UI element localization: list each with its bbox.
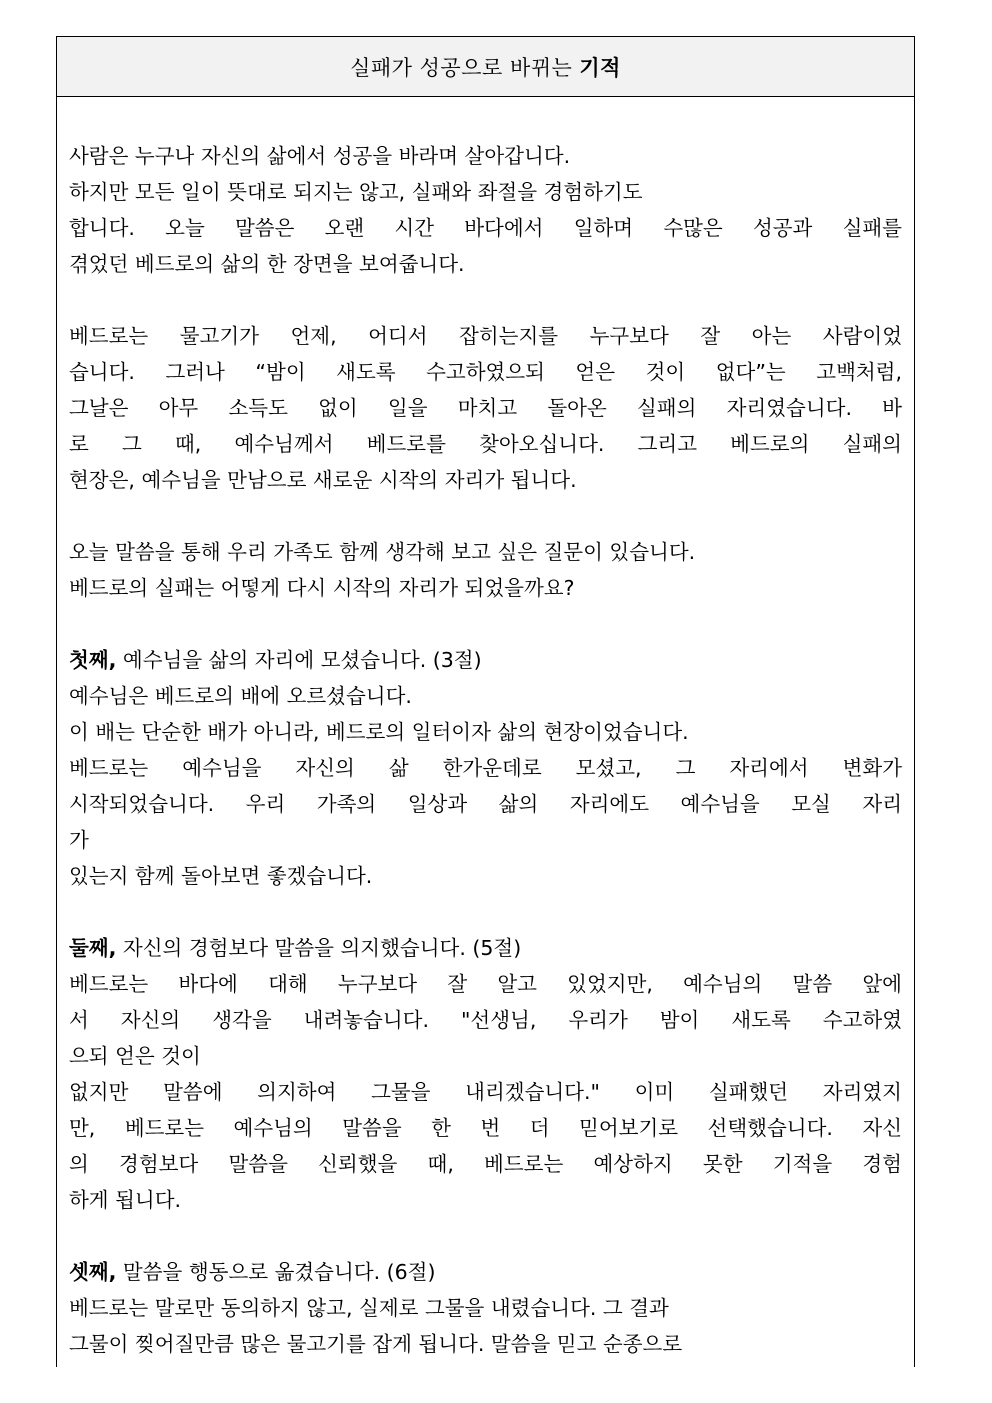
text-line: 베드로는 물고기가 언제, 어디서 잡히는지를 누구보다 잘 아는 사람이었 xyxy=(69,324,902,348)
title-bold-text: 기적 xyxy=(579,55,621,80)
title-header xyxy=(57,37,914,97)
point-first xyxy=(69,642,902,894)
text-line: 이 배는 단순한 배가 아니라, 베드로의 일터이자 삶의 현장이었습니다. xyxy=(69,720,689,744)
text-line: 로 그 때, 예수님께서 베드로를 찾아오십니다. 그리고 베드로의 실패의 xyxy=(69,432,902,456)
point-lead: 셋째, xyxy=(69,1260,117,1284)
text-line: 예수님은 베드로의 배에 오르셨습니다. xyxy=(69,684,412,708)
text-line: 없지만 말씀에 의지하여 그물을 내리겠습니다." 이미 실패했던 자리였지 xyxy=(69,1080,902,1104)
point-second xyxy=(69,930,902,1218)
text-line: 베드로는 말로만 동의하지 않고, 실제로 그물을 내렸습니다. 그 결과 xyxy=(69,1296,669,1320)
point-heading xyxy=(69,1254,902,1290)
text-line: 있는지 함께 돌아보면 좋겠습니다. xyxy=(69,864,373,888)
text-line: 그날은 아무 소득도 없이 일을 마치고 돌아온 실패의 자리였습니다. 바 xyxy=(69,396,902,420)
text-line: 합니다. 오늘 말씀은 오랜 시간 바다에서 일하며 수많은 성공과 실패를 xyxy=(69,216,902,240)
text-line: 겪었던 베드로의 삶의 한 장면을 보여줍니다. xyxy=(69,252,465,276)
text-line: 현장은, 예수님을 만남으로 새로운 시작의 자리가 됩니다. xyxy=(69,468,577,492)
text-line: 오늘 말씀을 통해 우리 가족도 함께 생각해 보고 싶은 질문이 있습니다. xyxy=(69,540,696,564)
text-line: 시작되었습니다. 우리 가족의 일상과 삶의 자리에도 예수님을 모실 자리 xyxy=(69,792,902,816)
text-line: 하게 됩니다. xyxy=(69,1188,182,1212)
text-line: 습니다. 그러나 “밤이 새도록 수고하였으되 얻은 것이 없다”는 고백처럼, xyxy=(69,360,902,384)
text-line: 하지만 모든 일이 뜻대로 되지는 않고, 실패와 좌절을 경험하기도 xyxy=(69,180,643,204)
point-third xyxy=(69,1254,902,1362)
point-heading xyxy=(69,930,902,966)
title-text: 실패가 성공으로 바뀌는 xyxy=(350,55,573,80)
text-line: 으되 얻은 것이 xyxy=(69,1044,201,1068)
text-line: 베드로는 예수님을 자신의 삶 한가운데로 모셨고, 그 자리에서 변화가 xyxy=(69,756,902,780)
question-paragraph xyxy=(69,534,902,606)
document-table xyxy=(56,36,915,1367)
point-heading-text: 자신의 경험보다 말씀을 의지했습니다. (5절) xyxy=(116,936,522,960)
context-paragraph xyxy=(69,318,902,498)
point-heading-text: 예수님을 삶의 자리에 모셨습니다. (3절) xyxy=(116,648,482,672)
text-line: 서 자신의 생각을 내려놓습니다. "선생님, 우리가 밤이 새도록 수고하였 xyxy=(69,1008,902,1032)
text-line: 베드로는 바다에 대해 누구보다 잘 알고 있었지만, 예수님의 말씀 앞에 xyxy=(69,972,902,996)
document-body xyxy=(57,97,914,1362)
point-lead: 둘째, xyxy=(69,936,117,960)
text-line: 베드로의 실패는 어떻게 다시 시작의 자리가 되었을까요? xyxy=(69,576,575,600)
text-line: 가 xyxy=(69,828,89,852)
text-line: 그물이 찢어질만큼 많은 물고기를 잡게 됩니다. 말씀을 믿고 순종으로 xyxy=(69,1332,683,1356)
point-heading xyxy=(69,642,902,678)
text-line: 의 경험보다 말씀을 신뢰했을 때, 베드로는 예상하지 못한 기적을 경험 xyxy=(69,1152,902,1176)
point-lead: 첫째, xyxy=(69,648,117,672)
text-line: 사람은 누구나 자신의 삶에서 성공을 바라며 살아갑니다. xyxy=(69,144,571,168)
text-line: 만, 베드로는 예수님의 말씀을 한 번 더 믿어보기로 선택했습니다. 자신 xyxy=(69,1116,902,1140)
intro-paragraph xyxy=(69,138,902,282)
point-heading-text: 말씀을 행동으로 옮겼습니다. (6절) xyxy=(116,1260,436,1284)
